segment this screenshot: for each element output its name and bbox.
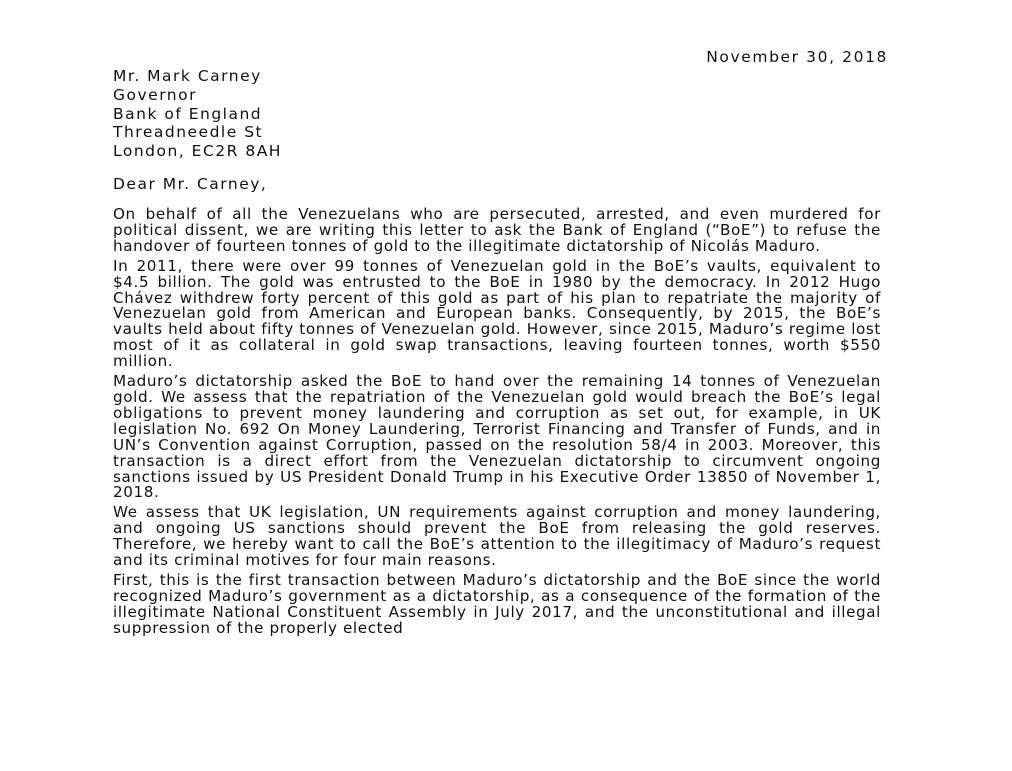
address-line-city: London, EC2R 8AH: [113, 142, 282, 161]
paragraph-intro: On behalf of all the Venezuelans who are persecuted, arrested, and even murdered for political dissent, we are writing this letter to ask the Bank of England (“BoE”) to refuse the handover of fourteen tonnes of gold to the illegitimate dictatorship of Nicolás Maduro.: [113, 205, 881, 255]
salutation: Dear Mr. Carney,: [113, 175, 268, 193]
address-line-organization: Bank of England: [113, 104, 263, 123]
address-line-street: Threadneedle St: [113, 123, 264, 142]
address-line-name: Mr. Mark Carney: [113, 67, 262, 85]
address-line-title: Governor: [113, 85, 197, 104]
recipient-address: [113, 67, 282, 161]
letter-date: November 30, 2018: [706, 48, 888, 66]
paragraph-legal-obligations: Maduro’s dictatorship asked the BoE to hand over the remaining 14 tonnes of Venezuelan gold. We assess that the repatriation of the Venezuelan gold would breach the BoE’s legal obligations to prevent money laundering and corruption as set out, for example, in UK legislation No. 692 On Money Laundering, Terrorist Financing and Transfer of Funds, and in UN’s Convention against Corruption, passed on the resolution 58/4 in 2003. Moreover, this transaction is a direct effort from the Venezuelan dictatorship to circumvent ongoing sanctions issued by US President Donald Trump in his Executive Order 13850 of November 1, 2018.: [113, 372, 881, 502]
letter-body: [113, 207, 881, 641]
paragraph-assessment: We assess that UK legislation, UN requirements against corruption and money laundering, and ongoing US sanctions should prevent the BoE from releasing the gold reserves. Therefore, we hereby want to call the BoE’s attention to the illegitimacy of Maduro’s request and its criminal motives for four main reasons.: [113, 503, 881, 570]
paragraph-history: In 2011, there were over 99 tonnes of Venezuelan gold in the BoE’s vaults, equivalent to $4.5 billion. The gold was entrusted to the BoE in 1980 by the democracy. In 2012 Hugo Chávez withdrew forty percent of this gold as part of his plan to repatriate the majority of Venezuelan gold from American and European banks. Consequently, by 2015, the BoE’s vaults held about fifty tonnes of Venezuelan gold. However, since 2015, Maduro’s regime lost most of it as collateral in gold swap transactions, leaving fourteen tonnes, worth $550 million.: [113, 256, 881, 371]
paragraph-first-reason: First, this is the first transaction between Maduro’s dictatorship and the BoE since the world recognized Maduro’s government as a dictatorship, as a consequence of the formation of the illegitimate National Constituent Assembly in July 2017, and the unconstitutional and illegal suppression of the properly elected: [113, 570, 881, 637]
